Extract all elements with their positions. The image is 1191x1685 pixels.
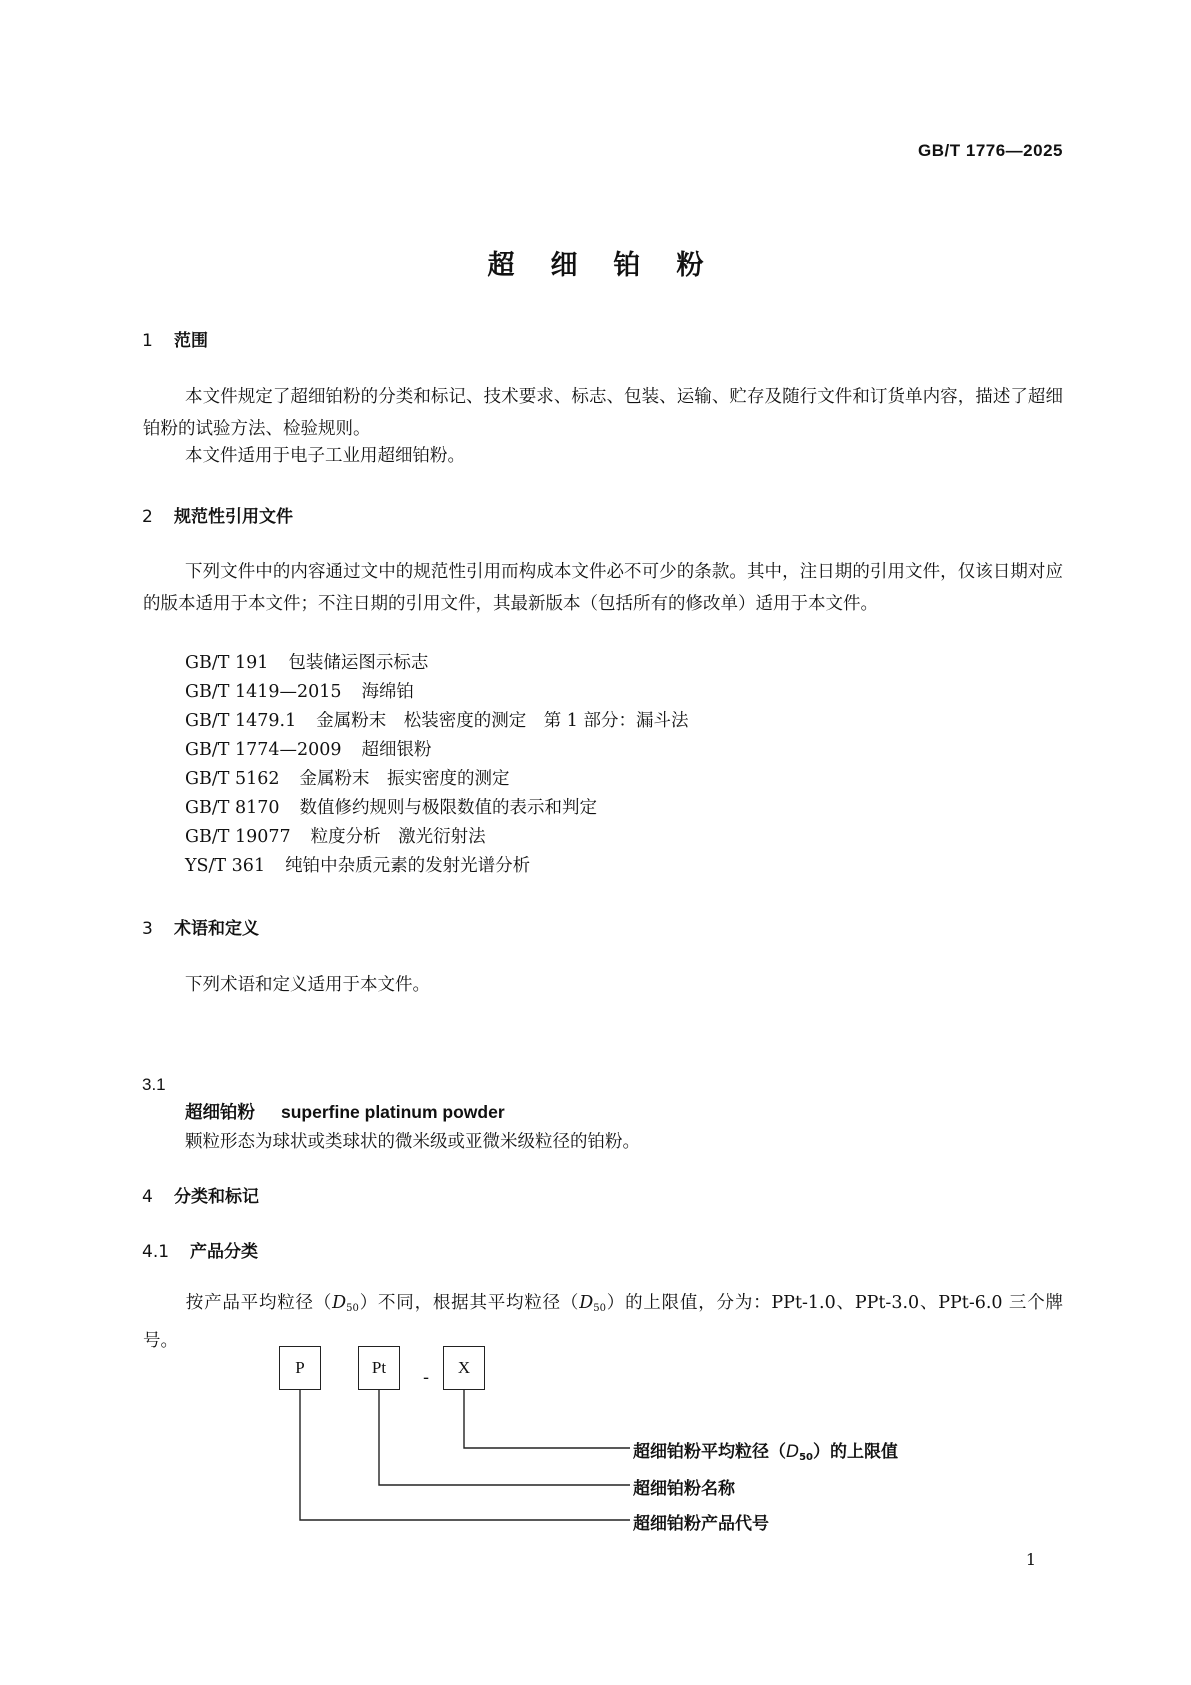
section-number: 2 (142, 507, 153, 527)
d-subscript: 50 (593, 1303, 606, 1314)
standard-code: GB/T 1776—2025 (918, 141, 1063, 160)
reference-title: 金属粉末 松装密度的测定 第 1 部分：漏斗法 (316, 711, 689, 731)
section-number: 4.1 (142, 1242, 170, 1262)
section-number: 1 (142, 331, 153, 351)
code-box-pt: Pt (358, 1346, 400, 1390)
reference-title: 金属粉末 振实密度的测定 (299, 769, 510, 789)
term-name-en: superfine platinum powder (281, 1102, 505, 1122)
term-definition: 颗粒形态为球状或类球状的微米级或亚微米级粒径的铂粉。 (185, 1132, 640, 1152)
paragraph-text: ）不同，根据其平均粒径（ (358, 1293, 580, 1313)
label-text: 超细铂粉平均粒径（ (633, 1442, 786, 1462)
reference-title: 超细银粉 (361, 740, 432, 760)
d-symbol: D (332, 1293, 347, 1313)
code-box-x: X (443, 1346, 485, 1390)
reference-title: 粒度分析 激光衍射法 (310, 827, 486, 847)
page-number: 1 (1025, 1550, 1036, 1569)
reference-title: 纯铂中杂质元素的发射光谱分析 (285, 856, 531, 876)
d-symbol: D (786, 1442, 800, 1462)
section-number: 4 (142, 1187, 153, 1207)
paragraph-text: 按产品平均粒径（ (185, 1293, 333, 1313)
section-title: 术语和定义 (174, 919, 259, 939)
section-title: 规范性引用文件 (174, 507, 293, 527)
term-number: 3.1 (142, 1075, 166, 1094)
document-title: 超细铂粉 (487, 250, 740, 281)
paragraph-text: 下列文件中的内容通过文中的规范性引用而构成本文件必不可少的条款。其中，注日期的引用文件，仅该日期对应的版本适用于本文件；不注日期的引用文件，其最新版本（包括所有的修改单）适用于本文件。 (143, 562, 1063, 614)
label-pt: 超细铂粉名称 (633, 1479, 735, 1499)
paragraph-text: 本文件适用于电子工业用超细铂粉。 (185, 446, 465, 466)
reference-code: GB/T 19077 (185, 827, 291, 847)
connector-line-p (300, 1389, 630, 1520)
reference-code: GB/T 191 (185, 653, 269, 673)
section-title: 产品分类 (190, 1242, 258, 1262)
paragraph-text: 本文件规定了超细铂粉的分类和标记、技术要求、标志、包装、运输、贮存及随行文件和订货单内容，描述了超细铂粉的试验方法、检验规则。 (143, 387, 1063, 439)
reference-title: 数值修约规则与极限数值的表示和判定 (299, 798, 598, 818)
reference-title: 海绵铂 (361, 682, 415, 702)
reference-code: GB/T 5162 (185, 769, 280, 789)
label-text: ）的上限值 (813, 1442, 899, 1462)
d-symbol: D (579, 1293, 594, 1313)
label-p: 超细铂粉产品代号 (633, 1514, 769, 1534)
reference-title: 包装储运图示标志 (288, 653, 429, 673)
term-name-cn: 超细铂粉 (185, 1103, 255, 1123)
reference-code: GB/T 1419—2015 (185, 682, 342, 702)
section-number: 3 (142, 919, 153, 939)
connector-line-pt (379, 1389, 630, 1485)
connector-line-x (464, 1389, 630, 1448)
code-box-p: P (279, 1346, 321, 1390)
section-title: 分类和标记 (174, 1187, 259, 1207)
reference-code: GB/T 8170 (185, 798, 280, 818)
section-title: 范围 (174, 331, 208, 351)
reference-code: YS/T 361 (185, 856, 266, 876)
code-hyphen: - (423, 1367, 430, 1388)
d-subscript: 50 (346, 1303, 359, 1314)
d-subscript: 50 (799, 1452, 814, 1463)
label-x (633, 1437, 898, 1463)
section-3-intro: 下列术语和定义适用于本文件。 (185, 975, 430, 995)
paragraph-text: ）的上限值，分为：PPt-1.0、PPt-3.0、PPt-6.0 三个牌号。 (143, 1293, 1064, 1351)
reference-code: GB/T 1774—2009 (185, 740, 342, 760)
reference-code: GB/T 1479.1 (185, 711, 297, 731)
